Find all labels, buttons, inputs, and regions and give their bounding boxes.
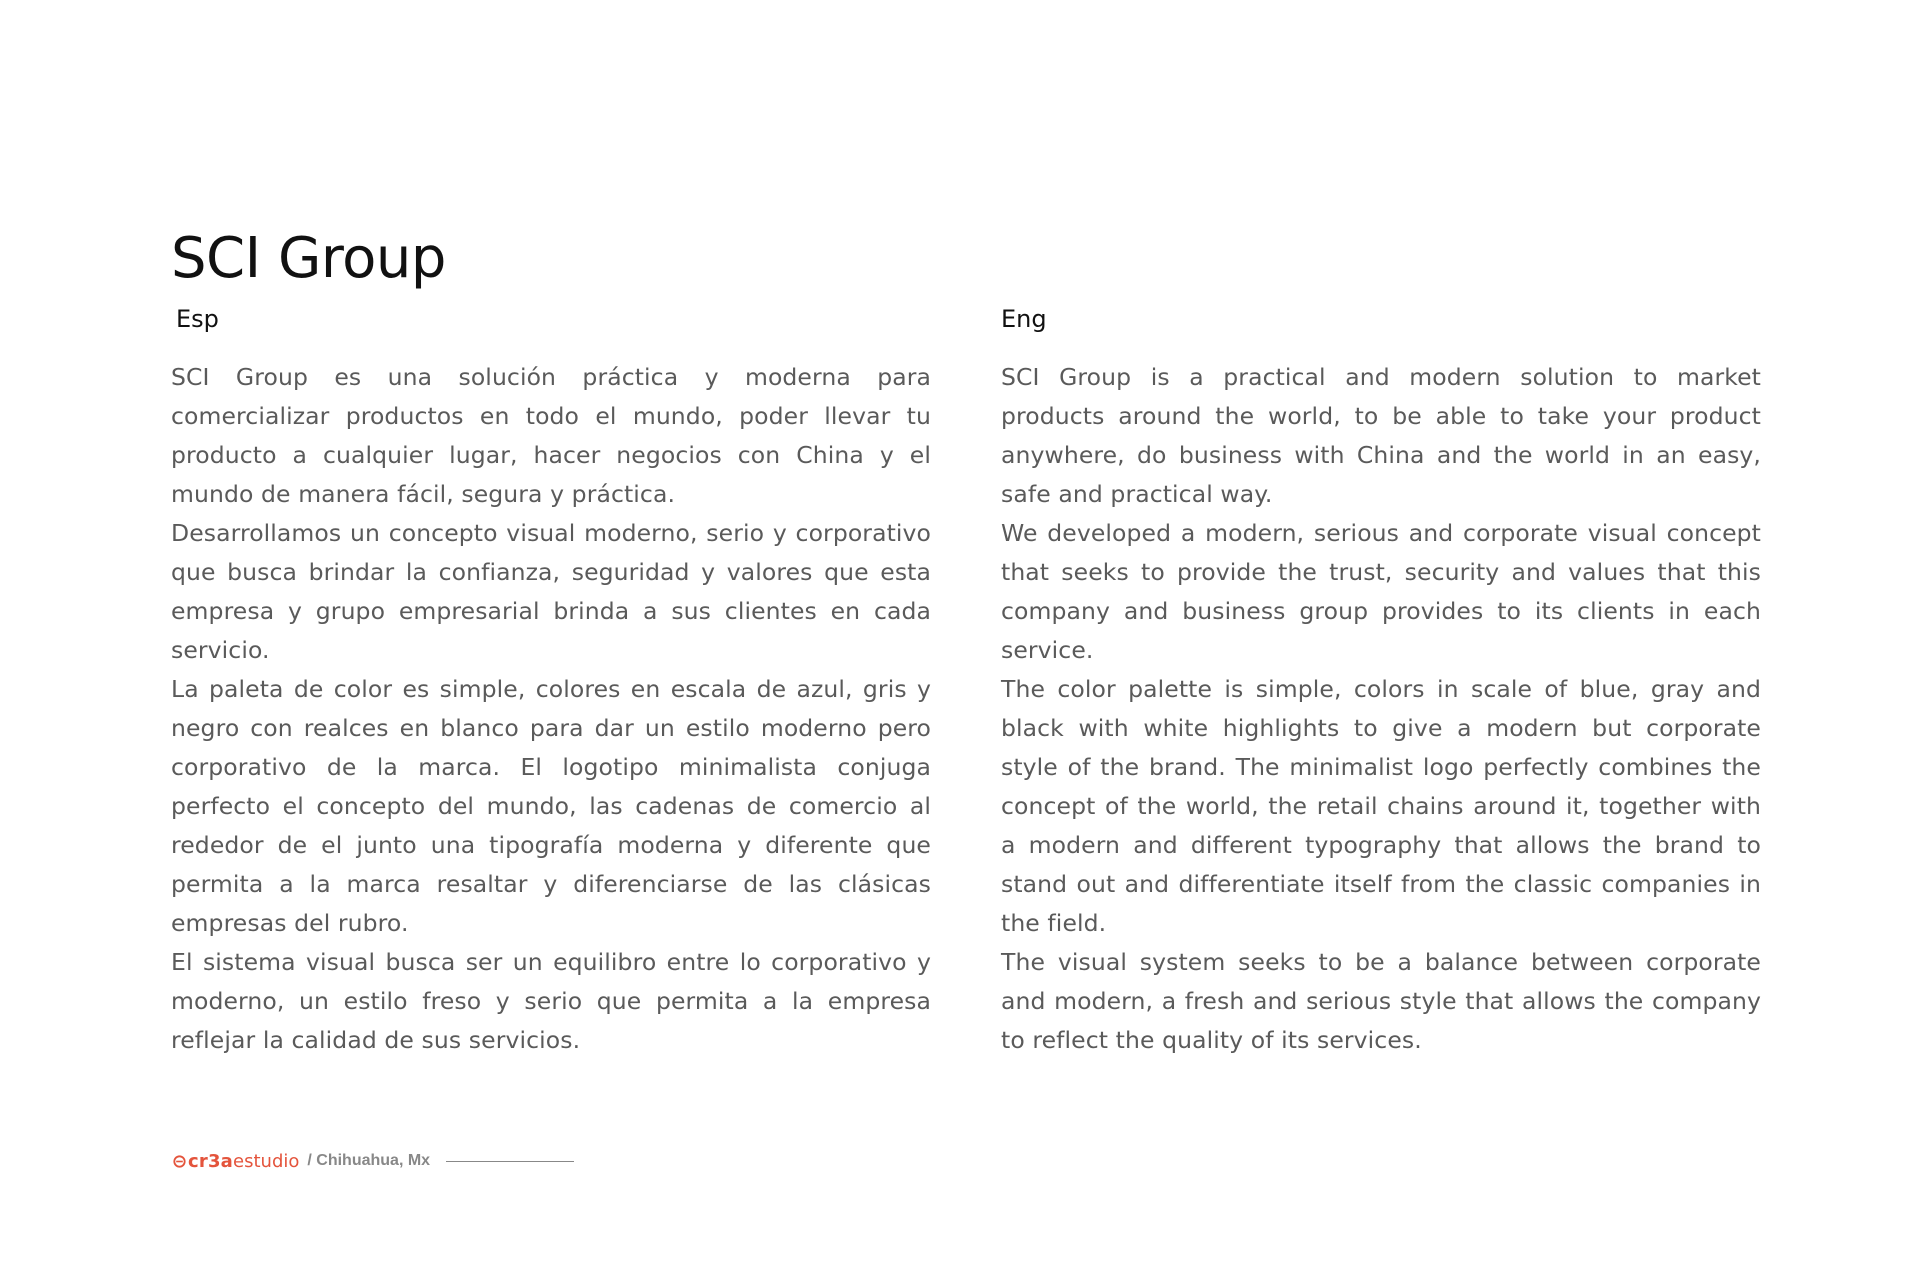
spanish-paragraph-2: Desarrollamos un concepto visual moderno, serio y corporativo que busca brindar la confianza, seguridad y valores que esta empresa y grupo empresarial brinda a sus clientes en cada servicio. [171,519,931,664]
footer [173,1149,574,1173]
spanish-paragraph-1: SCI Group es una solución práctica y moderna para comercializar productos en todo el mundo, poder llevar tu producto a cualquier lugar, hacer negocios con China y el mundo de manera fácil, segura y práctica. [171,363,931,508]
location-text: / Chihuahua, Mx [307,1152,431,1169]
english-label: Eng [1001,305,1047,333]
english-paragraph-2: We developed a modern, serious and corporate visual concept that seeks to provide the trust, security and values that this company and business group provides to its clients in each service. [1001,519,1761,664]
spanish-label: Esp [176,305,219,333]
globe-mark-icon [173,1155,186,1168]
english-paragraph-1: SCI Group is a practical and modern solution to market products around the world, to be able to take your product anywhere, do business with China and the world in an easy, safe and practical way. [1001,363,1761,508]
brand-name: cr3a [188,1150,234,1172]
spanish-paragraph-4: El sistema visual busca ser un equilibro entre lo corporativo y moderno, un estilo freso y serio que permita a la empresa reflejar la calidad de sus servicios. [171,948,931,1054]
english-paragraph-4: The visual system seeks to be a balance between corporate and modern, a fresh and serious style that allows the company to reflect the quality of its services. [1001,948,1761,1054]
spanish-paragraph-3: La paleta de color es simple, colores en escala de azul, gris y negro con realces en blanco para dar un estilo moderno pero corporativo de la marca. El logotipo minimalista conjuga perfecto el concepto del mundo, las cadenas de comercio al rededor de el junto una tipografía moderna y diferente que permita a la marca resaltar y diferenciarse de las clásicas empresas del rubro. [171,675,931,937]
spanish-column [171,302,931,1060]
brand-suffix: estudio [233,1150,300,1172]
page-title: SCI Group [171,226,446,291]
english-paragraph-3: The color palette is simple, colors in scale of blue, gray and black with white highlights to give a modern but corporate style of the brand. The minimalist logo perfectly combines the concept of the world, the retail chains around it, together with a modern and different typography that allows the brand to stand out and differentiate itself from the classic companies in the field. [1001,675,1761,937]
footer-divider-line [446,1161,574,1162]
english-column [1001,302,1761,1060]
